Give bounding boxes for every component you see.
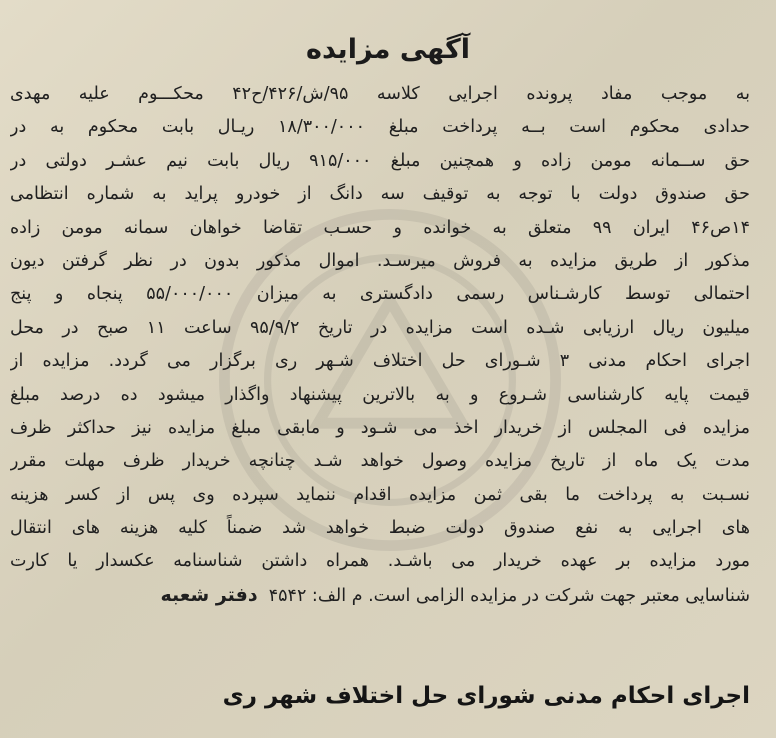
notice-line: ۱۴ص۴۶ ایران ۹۹ متعلق به خوانده و حسـب تقاضا خواهان سمانه مومن زاده xyxy=(10,217,750,238)
notice-line: مزایده فی المجلس از خریدار اخذ می شـود و مابقی مبلغ مزایده نیز حداکثر ظرف xyxy=(10,417,750,438)
notice-line: اجرای احکام مدنی ۳ شـورای حل اختلاف شـهر ری برگزار می گردد. مزایده از xyxy=(10,351,750,372)
notice-title: آگهی مزایده xyxy=(306,34,470,65)
notice-line: احتمالی توسط کارشـناس رسمی دادگستری به میزان ۵۵/۰۰۰/۰۰۰ پنجاه و پنج xyxy=(10,284,750,305)
notice-line: های اجرایی به نفع صندوق دولت ضبط خواهد شد ضمناً کلیه هزینه های انتقال xyxy=(10,518,750,539)
notice-last-line-text: شناسایی معتبر جهت شرکت در مزایده الزامی است. م الف: ۴۵۴۲ xyxy=(268,585,750,606)
notice-line: حق صندوق دولت با توجه به توقیف سه دانگ از خودرو پراید به شماره انتظامی xyxy=(10,184,750,205)
notice-line: نسـبت به پرداخت ما بقی ثمن مزایده اقدام ننماید سپرده وی پس از کسر هزینه xyxy=(10,484,750,505)
notice-office-label: دفتر شعبه xyxy=(160,583,258,606)
notice-line: میلیون ریال ارزیابی شـده است مزایده در تاریخ ۹۵/۹/۲ ساعت ۱۱ صبح در محل xyxy=(10,317,750,338)
notice-line: مذکور از طریق مزایده به فروش میرسـد. اموال مذکور بدون در نظر گرفتن دیون xyxy=(10,250,750,271)
notice-body xyxy=(10,78,750,612)
notice-last-line xyxy=(10,579,750,612)
notice-line: قیمت پایه کارشناسی شـروع و به بالاترین پیشنهاد واگذار میشود ده درصد مبلغ xyxy=(10,384,750,405)
notice-line: حق ســمانه مومن زاده و همچنین مبلغ ۹۱۵/۰۰۰ ریال بابت نیم عشـر دولتی در xyxy=(10,150,750,171)
notice-line: حدادی محکوم است بــه پرداخت مبلغ ۱۸/۳۰۰/۰۰۰ ریـال بابت محکوم به در xyxy=(10,117,750,138)
notice-line: به موجب مفاد پرونده اجرایی کلاسه ۹۵/ش/۴۲۶/ح۴۲ محکـــوم علیه مهدی xyxy=(10,84,750,104)
notice-line: مدت یک ماه از تاریخ مزایده وصول خواهد شـد چنانچه خریدار ظرف مهلت مقرر xyxy=(10,451,750,472)
notice-line: مورد مزایده بر عهده خریدار می باشـد. همراه داشتن شناسنامه عکسدار یا کارت xyxy=(10,551,750,572)
notice-footer: اجرای احکام مدنی شورای حل اختلاف شهر ری xyxy=(222,683,750,709)
